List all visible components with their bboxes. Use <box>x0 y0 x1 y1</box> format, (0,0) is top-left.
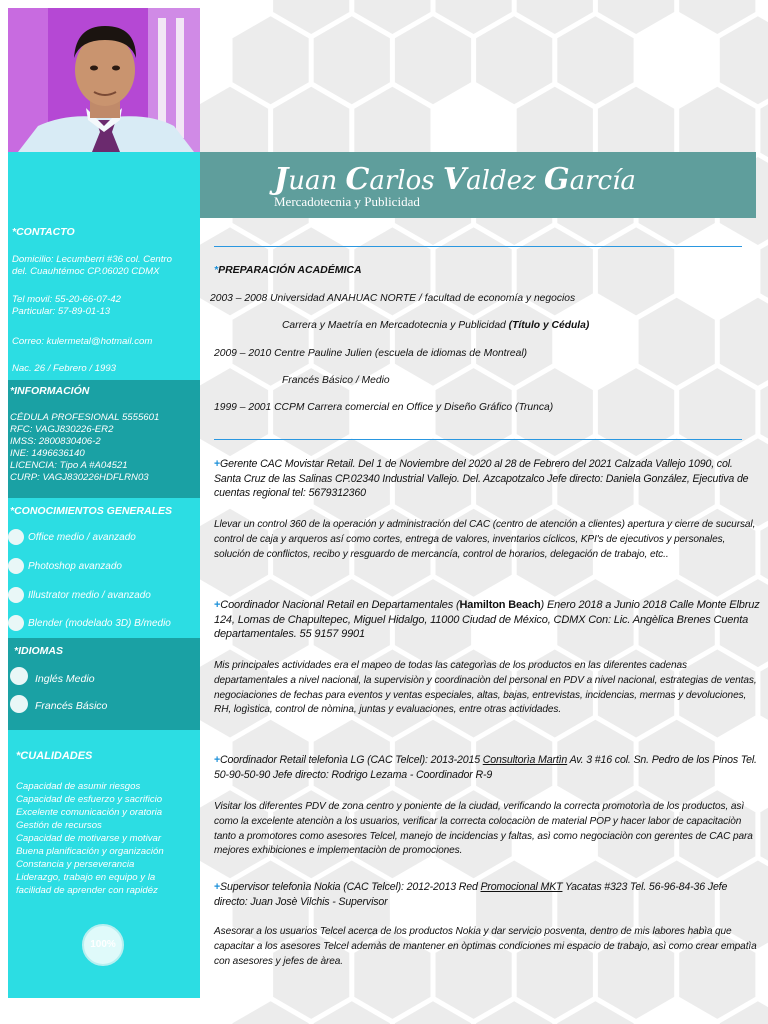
skill-bullet-icon <box>8 615 24 631</box>
language-bullet-icon <box>10 695 28 713</box>
job-description-movistar: Llevar un control 360 de la operación y administración del CAC (centro de atención a clientes) apertura y cierre de sucursal, control de caja y arqueros así como cortes, entrega de valores, inventarios cíclicos, KPI's de ejecutivos y personales, solución de conflictos, recibo y resguardo de mercancía, control de horarios, delegación de trabajo, etc.. <box>214 519 756 560</box>
contact-phones: Tel movil: 55-20-66-07-42 Particular: 57-89-01-13 <box>12 294 121 317</box>
contact-address: Domicilio: Lecumberri #36 col. Centro del. Cuauhtémoc CP.06020 CDMX <box>12 254 172 277</box>
divider-line <box>214 439 742 440</box>
background-hexagon <box>395 298 471 386</box>
background-hexagon <box>233 16 309 104</box>
education-line-ccpm: 1999 – 2001 CCPM Carrera comercial en Office y Diseño Gráfico (Trunca) <box>214 402 554 413</box>
info-licencia: LICENCIA: Tipo A #A04521 <box>10 460 128 471</box>
background-hexagon <box>314 16 390 104</box>
language-english: Inglés Medio <box>35 673 95 685</box>
contact-heading: *CONTACTO <box>12 226 75 238</box>
background-hexagon <box>679 368 755 456</box>
job-header-lg: +Coordinador Retail telefonìa LG (CAC Telcel): 2013-2015 Consultorìa Martìn Av. 3 #16 col. Sn. Pedro de los Pinos Tel. 50-90-50-90 Jefe directo: Rodrigo Lezama - Coordinador R-9 <box>214 754 757 781</box>
background-hexagon <box>598 368 674 456</box>
background-hexagon <box>557 16 633 104</box>
full-name: Juan Carlos Valdez García <box>274 162 636 197</box>
job-description-lg: Visitar los diferentes PDV de zona centro y poniente de la ciudad, verificando la correcta promotorìa de los productos, asì como la excelente atenciòn a los usuarios, verificar la correcta colocaciòn de material POP y hacer labor de capacitaciòn tanto a promotores como asesores Telcel, manejo de incidencias y faltas, asì como negociaciòn con gerentes de CAC para mejores exhibiciones e implementaciòn de promociones. <box>214 801 753 857</box>
background-hexagon <box>233 298 309 386</box>
background-hexagon <box>720 298 768 386</box>
contact-birthdate: Nac. 26 / Febrero / 1993 <box>12 363 116 374</box>
qualities-heading: *CUALIDADES <box>16 750 93 762</box>
job-header-nokia: +Supervisor telefonìa Nokia (CAC Telcel): 2012-2013 Red Promocional MKT Yacatas #323 Tel. 56-96-84-36 Jefe directo: Juan Josè Vilchis - Supervisor <box>214 881 728 908</box>
education-line-anahuac: 2003 – 2008 Universidad ANAHUAC NORTE / facultad de economía y negocios <box>210 293 576 304</box>
skills-heading: *CONOCIMIENTOS GENERALES <box>10 505 172 517</box>
background-hexagon <box>314 298 390 386</box>
language-bullet-icon <box>10 667 28 685</box>
job-description-nokia: Asesorar a los usuarios Telcel acerca de los productos Nokia y dar servicio posventa, dentro de mis labores habìa que capacitar a los asesores Telcel ademàs de mantener en òptimas condiciones mi espacio de trabajo, asì como crear empatìa con asesores y jefes de àrea. <box>214 926 757 967</box>
education-line-degree: Carrera y Maetría en Mercadotecnia y Publicidad (Título y Cédula) <box>282 320 590 331</box>
info-imss: IMSS: 2800830406-2 <box>10 436 101 447</box>
skill-blender: Blender (modelado 3D) B/medio <box>28 618 171 629</box>
profession-title: Mercadotecnia y Publicidad <box>274 194 420 209</box>
job-header-hamilton: +Coordinador Nacional Retail en Departamentales (Hamilton Beach) Enero 2018 a Junio 2018 Calle Monte Elbruz 124, Lomas de Chapultepec, Miguel Hidalgo, 11000 Ciudad de México, CDMX Con: Lic. Angèlica Brenes Cuenta departamentales. 55 9157 9901 <box>214 599 760 640</box>
skill-bullet-icon <box>8 529 24 545</box>
skill-photoshop: Photoshop avanzado <box>28 561 122 572</box>
info-list <box>10 412 159 484</box>
info-curp: CURP: VAGJ830226HDFLRN03 <box>10 472 149 483</box>
info-ine: INE: 1496636140 <box>10 448 85 459</box>
language-french: Francés Básico <box>35 700 108 712</box>
profile-photo <box>8 8 200 152</box>
education-line-pauline: 2009 – 2010 Centre Pauline Julien (escuela de idiomas de Montreal) <box>214 348 528 359</box>
background-hexagon <box>476 16 552 104</box>
education-heading: *PREPARACIÓN ACADÉMICA <box>214 264 362 276</box>
contact-email: Correo: kulermetal@hotmail.com <box>12 336 153 347</box>
info-cedula: CÉDULA PROFESIONAL 5555601 <box>10 412 160 423</box>
job-description-hamilton: Mis principales actividades era el mapeo de todas las categorìas de los productos en las diferentes cadenas departamentales a nivel nacional, la supervisiòn y coordinaciòn del personal en PDV a nivel nacional, estrategias de ventas, negociaciones de fechas para eventos y ventas especiales, altas, bajas, entrevistas, incidencias, mermas y devoluciones, RH, logìstica, control de nòmina, juntas y evaluaciones, entre otras actividades. <box>214 660 757 716</box>
education-line-french: Francés Básico / Medio <box>282 375 390 386</box>
qualities-list: Capacidad de asumir riesgos Capacidad de esfuerzo y sacrificio Excelente comunicación y oratoria Gestión de recursos Capacidad de motivarse y motivar Buena planificación y organización Constancia y perseverancia Liderazgo, trabajo en equipo y la facilidad de aprender con rapidéz <box>16 781 164 896</box>
job-header-movistar: +Gerente CAC Movistar Retail. Del 1 de Noviembre del 2020 al 28 de Febrero del 2021 Calzada Vallejo 1090, col. Santa Cruz de las Salinas CP.02340 Industrial Vallejo. Del. Azcapotzalco Jefe directo: Daniela González, Ejecutiva de cuentas regional tel: 5679312360 <box>214 458 749 499</box>
skill-bullet-icon <box>8 558 24 574</box>
info-heading: *INFORMACIÓN <box>10 385 90 397</box>
name-banner <box>200 152 756 218</box>
divider-line <box>214 246 742 247</box>
skill-bullet-icon <box>8 587 24 603</box>
background-hexagon <box>476 298 552 386</box>
background-hexagon <box>598 227 674 315</box>
background-hexagon <box>395 16 471 104</box>
background-hexagon <box>639 298 715 386</box>
skill-office: Office medio / avanzado <box>28 532 136 543</box>
percentage-badge: 100% <box>82 924 124 966</box>
skill-illustrator: Illustrator medio / avanzado <box>28 590 151 601</box>
background-hexagon <box>720 16 768 104</box>
info-rfc: RFC: VAGJ830226-ER2 <box>10 424 114 435</box>
languages-heading: *IDIOMAS <box>14 645 64 657</box>
